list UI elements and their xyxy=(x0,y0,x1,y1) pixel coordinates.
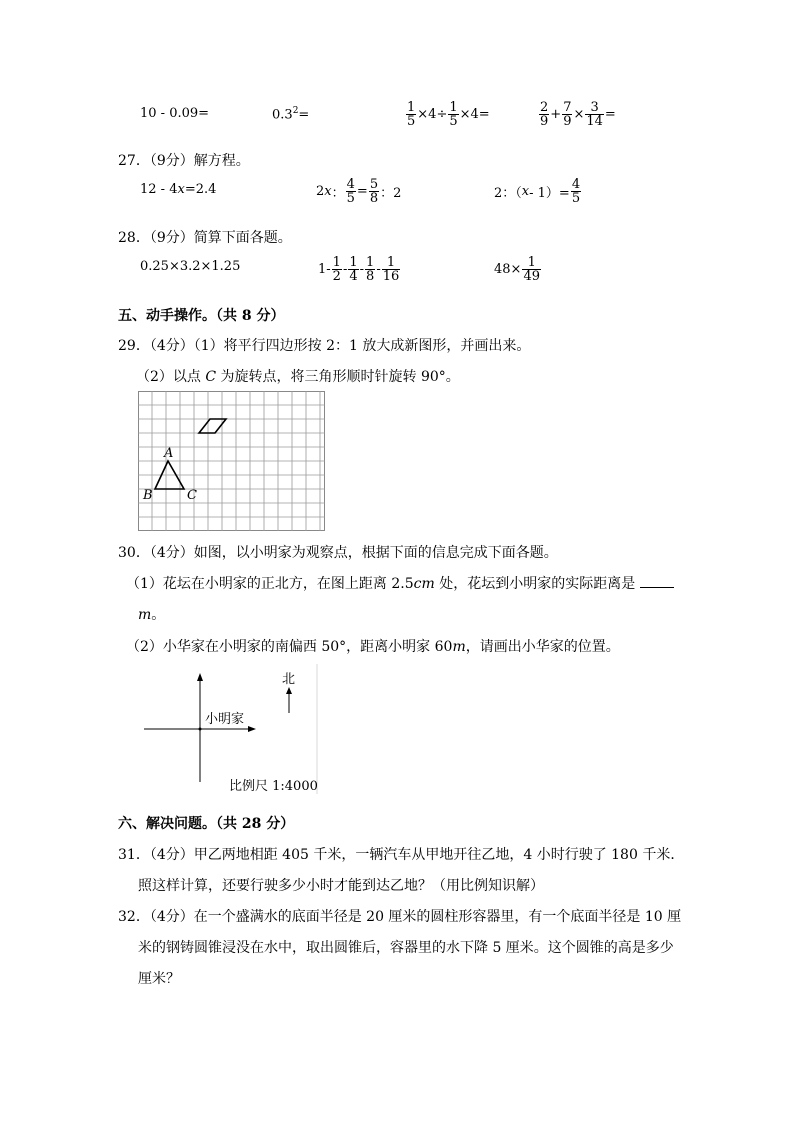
q31-line-1: 31．（4分）甲乙两地相距 405 千米，一辆汽车从甲地开往乙地，4 小时行驶了 180 千米． xyxy=(118,847,685,863)
map-north-label: 北 xyxy=(282,672,296,687)
arrow-east-icon xyxy=(248,726,256,732)
operator: + xyxy=(550,107,562,122)
q29-line-2: （2）以点 C 为旋转点，将三角形顺时针旋转 90°。 xyxy=(136,369,460,385)
map-scale-label: 比例尺 1:4000 xyxy=(229,779,318,794)
q32-line-2: 米的钢铸圆锥浸没在水中，取出圆锥后，容器里的水下降 5 厘米。这个圆锥的高是多少 xyxy=(138,940,674,956)
q26-expr-3 xyxy=(405,101,490,128)
q26-expr-2-base: 0.3 xyxy=(272,107,293,123)
q28-expr-3: 48× $\frac{1}{49}$ xyxy=(494,255,540,284)
fraction: $\frac{5}{8}$ xyxy=(369,177,379,206)
fraction: $\frac{1}{5}$ xyxy=(449,100,458,129)
label-a: A xyxy=(164,446,174,461)
q26-expr-2-eq: = xyxy=(298,107,310,123)
q32-line-3: 厘米？ xyxy=(138,971,180,987)
q27-equation-1: 12 - 4x=2.4 xyxy=(140,182,217,197)
fraction: $\frac{3}{14}$ xyxy=(586,100,603,129)
fraction: $\frac{4}{5}$ xyxy=(571,177,581,206)
fraction: $\frac{1}{16}$ xyxy=(382,255,400,284)
q26-expr-2-exp: 2 xyxy=(292,106,299,116)
q26-expr-4 xyxy=(538,101,616,128)
fraction: $\frac{7}{9}$ xyxy=(563,100,572,129)
answer-blank[interactable] xyxy=(640,575,674,588)
q29-line-1: 29．（4分）（1）将平行四边形按 2：1 放大成新图形，并画出来。 xyxy=(118,338,531,354)
q30-map-figure xyxy=(138,664,322,796)
fraction: $\frac{1}{8}$ xyxy=(366,255,375,284)
q28-title: 28．（9分）简算下面各题。 xyxy=(118,230,292,246)
q27-equation-3: 2：（ x - 1）= $\frac{4}{5}$ xyxy=(494,177,581,206)
north-arrow-icon xyxy=(286,687,292,694)
origin-point xyxy=(199,728,202,731)
q28-expr-1: 0.25×3.2×1.25 xyxy=(140,259,241,274)
operator: = xyxy=(604,107,616,122)
q27-equation-2: 2 x ： $\frac{4}{5}$ = $\frac{5}{8}$ ：2 xyxy=(316,177,402,206)
q28-expr-2: 1- $\frac{1}{2}$ - $\frac{1}{4}$ - $\frac{1}{8}$ - $\frac{1}{16}$ xyxy=(318,255,400,284)
q32-line-1: 32．（4分）在一个盛满水的底面半径是 20 厘米的圆柱形容器里，有一个底面半径是 10 厘 xyxy=(118,909,682,925)
q30-line-1: 30．（4分）如图，以小明家为观察点，根据下面的信息完成下面各题。 xyxy=(118,545,558,561)
fraction: $\frac{4}{5}$ xyxy=(346,177,355,206)
label-b: B xyxy=(143,488,153,503)
q26-expr-2 xyxy=(272,106,309,122)
arrow-north-icon xyxy=(197,673,203,681)
q29-grid-figure xyxy=(138,391,326,532)
q31-line-2: 照这样计算，还要行驶多少小时才能到达乙地？（用比例知识解） xyxy=(138,878,544,894)
operator: ×4÷ xyxy=(417,107,448,122)
operator: ×4= xyxy=(459,107,490,122)
fraction: $\frac{1}{5}$ xyxy=(407,100,416,129)
map-home-label: 小明家 xyxy=(205,712,245,727)
label-c: C xyxy=(187,488,197,503)
fraction: $\frac{1}{49}$ xyxy=(523,255,540,284)
q26-expr-1: 10 - 0.09= xyxy=(140,106,210,121)
operator: × xyxy=(573,107,585,122)
section-5-heading: 五、动手操作。（共 8 分） xyxy=(118,308,285,324)
section-6-heading: 六、解决问题。（共 28 分） xyxy=(118,816,295,832)
fraction: $\frac{1}{4}$ xyxy=(349,255,358,284)
q30-line-2: （1）花坛在小明家的正北方，在图上距离 2.5cm 处，花坛到小明家的实际距离是 xyxy=(126,573,674,593)
fraction: $\frac{1}{2}$ xyxy=(332,255,341,284)
fraction: $\frac{2}{9}$ xyxy=(540,100,549,129)
q30-line-4: （2）小华家在小明家的南偏西 50°，距离小明家 60m，请画出小华家的位置。 xyxy=(126,639,620,655)
q27-title: 27．（9分）解方程。 xyxy=(118,153,250,169)
q30-line-3: m。 xyxy=(138,607,166,623)
